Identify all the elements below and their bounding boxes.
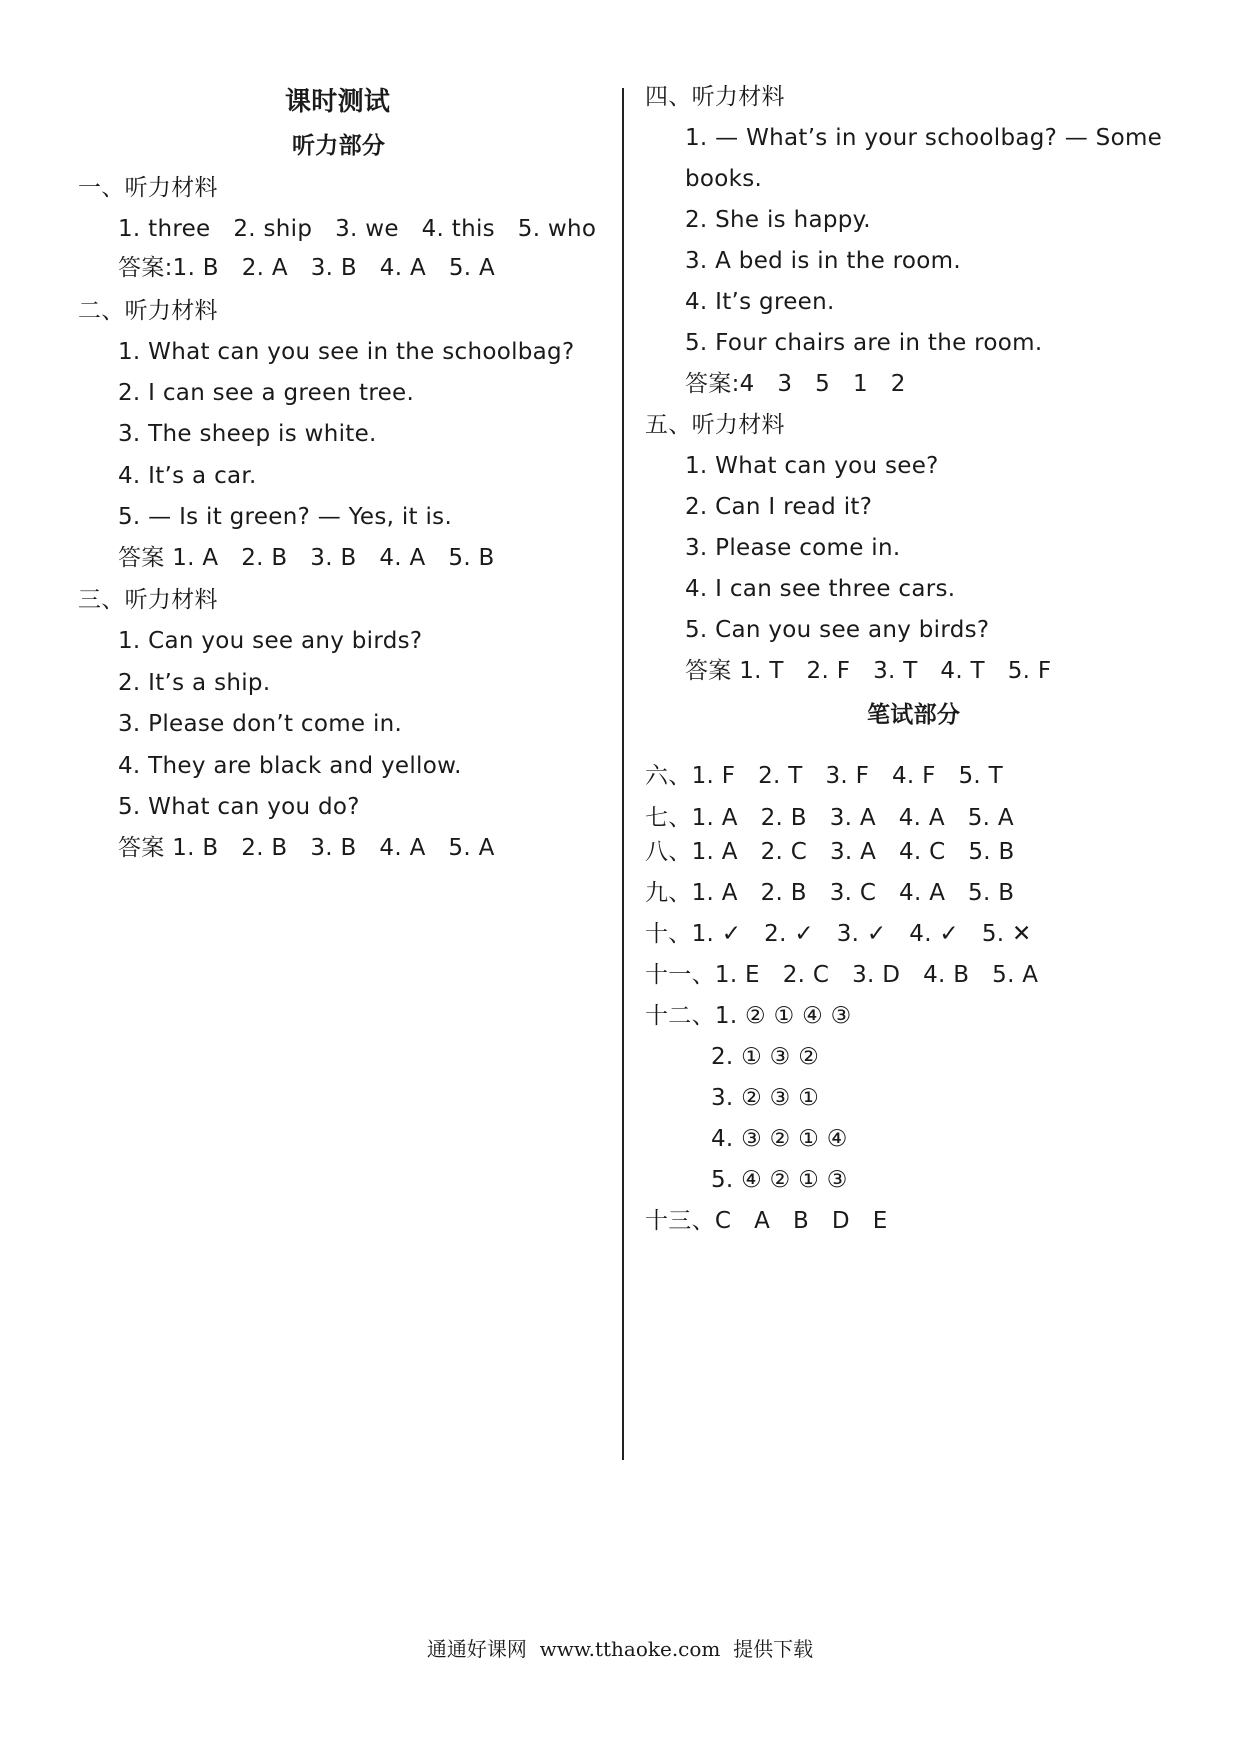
section-5-item-3: 3. Please come in. — [685, 535, 901, 561]
section-12-answer-3: 3. ② ③ ① — [711, 1085, 820, 1111]
section-2-item-1: 1. What can you see in the schoolbag? — [118, 339, 575, 365]
section-2-answer: 答案 1. A 2. B 3. B 4. A 5. B — [118, 545, 495, 571]
section-3-item-4: 4. They are black and yellow. — [118, 753, 462, 779]
section-12-answer-5: 5. ④ ② ① ③ — [711, 1167, 848, 1193]
section-5-item-2: 2. Can I read it? — [685, 494, 873, 520]
section-2-item-5: 5. — Is it green? — Yes, it is. — [118, 504, 453, 530]
section-4-item-4: 4. It’s green. — [685, 289, 835, 315]
section-9-answers: 九、1. A 2. B 3. C 4. A 5. B — [645, 880, 1015, 906]
section-3-heading: 三、听力材料 — [78, 587, 218, 613]
section-4-answer: 答案:4 3 5 1 2 — [685, 371, 906, 397]
section-11-answers: 十一、1. E 2. C 3. D 4. B 5. A — [645, 962, 1039, 988]
section-12-answer-4: 4. ③ ② ① ④ — [711, 1126, 848, 1152]
section-2-item-3: 3. The sheep is white. — [118, 421, 377, 447]
written-section-title: 笔试部分 — [867, 702, 961, 728]
section-3-item-2: 2. It’s a ship. — [118, 670, 271, 696]
listening-section-title: 听力部分 — [292, 133, 386, 159]
section-5-item-4: 4. I can see three cars. — [685, 576, 956, 602]
section-4-item-2: 2. She is happy. — [685, 207, 871, 233]
section-1-heading: 一、听力材料 — [78, 175, 218, 201]
section-4-item-1b: books. — [685, 166, 763, 192]
section-12-answer-2: 2. ① ③ ② — [711, 1044, 820, 1070]
section-2-item-2: 2. I can see a green tree. — [118, 380, 415, 406]
section-3-item-5: 5. What can you do? — [118, 794, 360, 820]
section-1-items: 1. three 2. ship 3. we 4. this 5. who — [118, 216, 597, 242]
section-6-answers: 六、1. F 2. T 3. F 4. F 5. T — [645, 763, 1003, 789]
section-7-answers: 七、1. A 2. B 3. A 4. A 5. A — [645, 805, 1014, 831]
section-4-item-3: 3. A bed is in the room. — [685, 248, 961, 274]
section-4-item-5: 5. Four chairs are in the room. — [685, 330, 1043, 356]
section-5-answer: 答案 1. T 2. F 3. T 4. T 5. F — [685, 658, 1052, 684]
section-4-item-1a: 1. — What’s in your schoolbag? — Some — [685, 125, 1163, 151]
section-3-item-1: 1. Can you see any birds? — [118, 628, 423, 654]
section-12-answer-1: 十二、1. ② ① ④ ③ — [645, 1003, 852, 1029]
section-5-heading: 五、听力材料 — [645, 412, 785, 438]
footer-source-line: 通通好课网 www.tthaoke.com 提供下载 — [426, 1637, 814, 1661]
section-3-item-3: 3. Please don’t come in. — [118, 711, 403, 737]
section-8-answers: 八、1. A 2. C 3. A 4. C 5. B — [645, 839, 1015, 865]
section-3-answer: 答案 1. B 2. B 3. B 4. A 5. A — [118, 835, 495, 861]
section-5-item-5: 5. Can you see any birds? — [685, 617, 990, 643]
column-divider — [622, 88, 624, 1460]
section-4-heading: 四、听力材料 — [645, 84, 785, 110]
section-10-answers: 十、1. ✓ 2. ✓ 3. ✓ 4. ✓ 5. ✕ — [645, 921, 1032, 947]
section-5-item-1: 1. What can you see? — [685, 453, 939, 479]
section-13-answers: 十三、C A B D E — [645, 1208, 888, 1234]
section-2-item-4: 4. It’s a car. — [118, 463, 257, 489]
section-1-answer: 答案:1. B 2. A 3. B 4. A 5. A — [118, 255, 496, 281]
page-title: 课时测试 — [285, 87, 391, 117]
section-2-heading: 二、听力材料 — [78, 298, 218, 324]
